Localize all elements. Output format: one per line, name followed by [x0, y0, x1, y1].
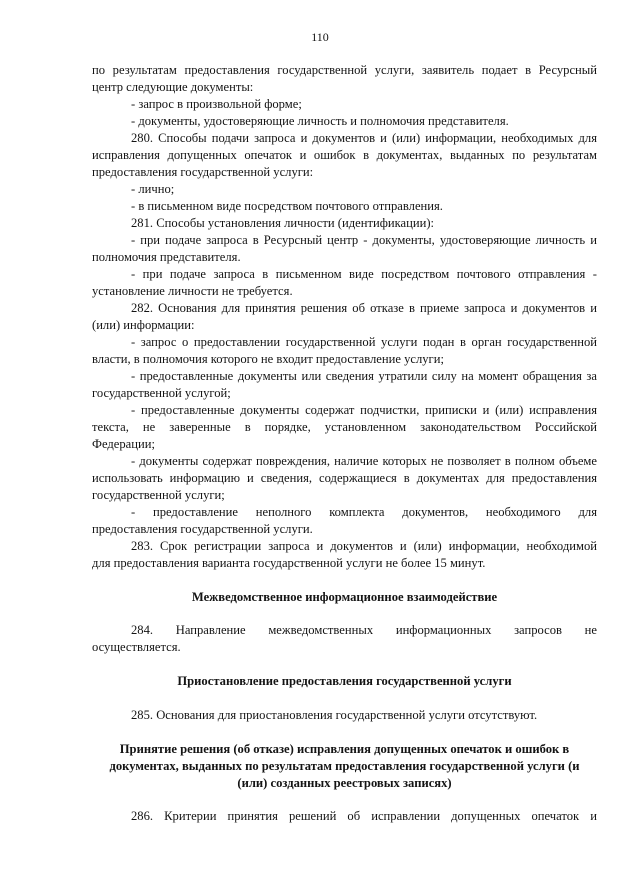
text-line: 285. Основания для приостановления государственной услуги отсутствуют. [131, 708, 538, 722]
text-line: центр следующие документы: [92, 80, 254, 94]
text-line: Федерации; [92, 437, 155, 451]
text-line: предоставления государственной услуги. [92, 522, 313, 536]
text-line: - запрос о предоставлении государственной услуги подан в орган государственной [131, 335, 597, 349]
text-line: для предоставления варианта государственной услуги не более 15 минут. [92, 556, 486, 570]
text-line: 281. Способы установления личности (идентификации): [131, 216, 435, 230]
text-line: 280. Способы подачи запроса и документов и (или) информации, необходимых для [131, 131, 597, 145]
text-line: - при подаче запроса в Ресурсный центр - документы, удостоверяющие личность и [131, 233, 597, 247]
text-line: - лично; [131, 182, 175, 196]
text-line: - при подаче запроса в письменном виде посредством почтового отправления - [131, 267, 597, 281]
text-line: государственной услугой; [92, 386, 231, 400]
section-heading: Принятие решения (об отказе) исправления допущенных опечаток и ошибок в [119, 742, 570, 756]
text-line: - документы, удостоверяющие личность и полномочия представителя. [131, 114, 509, 128]
text-line: 284. Направление межведомственных информационных запросов не [131, 623, 597, 637]
text-line: полномочия представителя. [92, 250, 241, 264]
text-line: - предоставленные документы содержат подчистки, приписки и (или) исправления [131, 403, 597, 417]
text-line: власти, в полномочия которого не входит предоставление услуги; [92, 352, 444, 366]
text-line: по результатам предоставления государственной услуги, заявитель подает в Ресурсный [92, 63, 597, 77]
text-line: - документы содержат повреждения, наличие которых не позволяет в полном объеме [131, 454, 597, 468]
text-line: (или) информации: [92, 318, 195, 332]
text-line: - предоставление неполного комплекта документов, необходимого для [131, 505, 597, 519]
text-line: 283. Срок регистрации запроса и документов и (или) информации, необходимой [131, 539, 597, 553]
section-heading: Межведомственное информационное взаимодействие [191, 590, 498, 604]
text-line: текста, не заверенные в порядке, установленном законодательством Российской [92, 420, 597, 434]
text-line: осуществляется. [92, 640, 181, 654]
text-line: использовать информацию и сведения, содержащиеся в документах для предоставления [92, 471, 597, 485]
text-line: установление личности не требуется. [92, 284, 293, 298]
text-line: исправления допущенных опечаток и ошибок в документах, выданных по результатам [92, 148, 597, 162]
text-line: - предоставленные документы или сведения утратили силу на момент обращения за [131, 369, 597, 383]
text-line: - в письменном виде посредством почтового отправления. [131, 199, 443, 213]
page-number: 110 [311, 30, 329, 44]
section-heading: документах, выданных по результатам предоставления государственной услуги (и [109, 759, 580, 773]
text-line: 282. Основания для принятия решения об отказе в приеме запроса и документов и [131, 301, 597, 315]
section-heading: Приостановление предоставления государственной услуги [177, 674, 512, 688]
text-line: государственной услуги; [92, 488, 225, 502]
text-line: предоставления государственной услуги: [92, 165, 314, 179]
text-line: 286. Критерии принятия решений об исправлении допущенных опечаток и [131, 809, 597, 823]
section-heading: (или) созданных реестровых записях) [237, 776, 452, 790]
text-line: - запрос в произвольной форме; [131, 97, 302, 111]
